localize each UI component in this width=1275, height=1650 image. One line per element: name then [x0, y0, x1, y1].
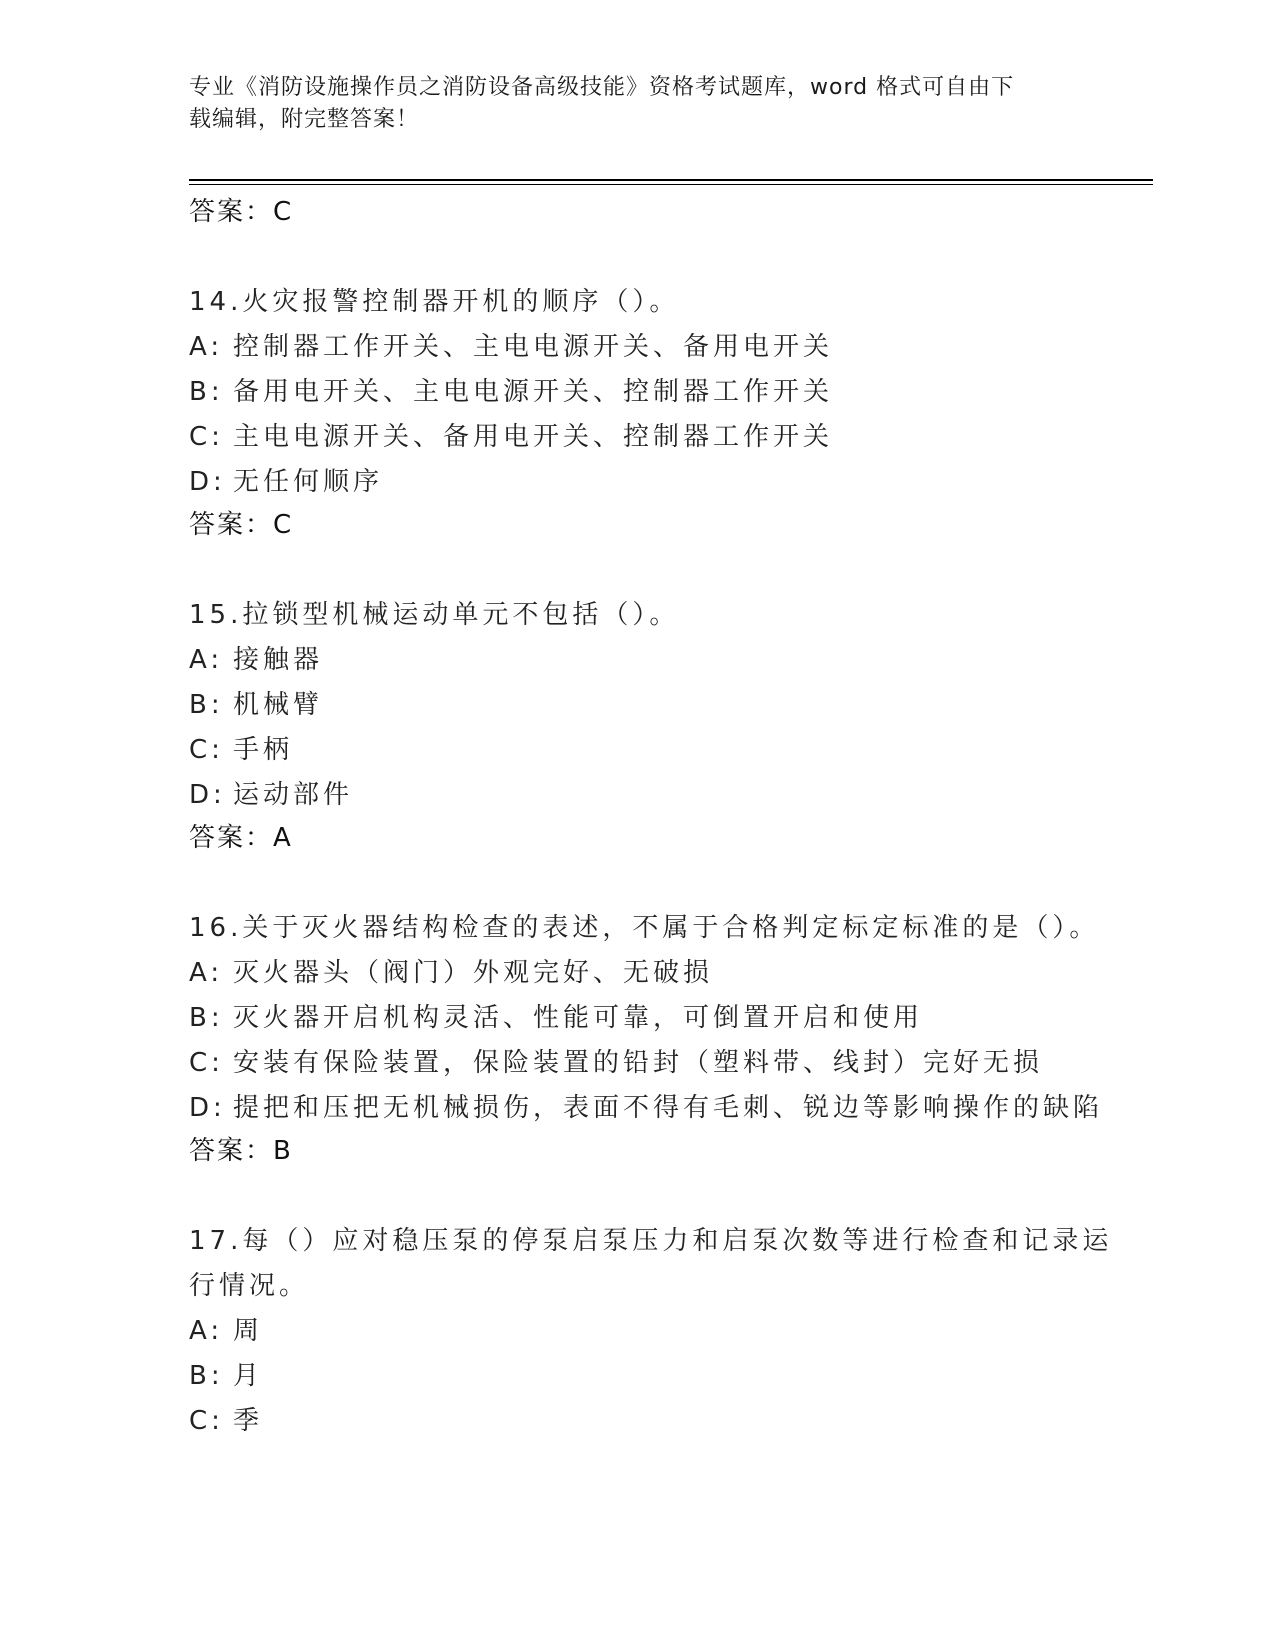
- option-text: 接触器: [233, 645, 324, 675]
- option-text: 运动部件: [233, 780, 354, 810]
- option-key: A:: [189, 332, 224, 362]
- question-stem-line-2: 行情况。: [189, 1271, 310, 1301]
- option-key: A:: [189, 645, 224, 675]
- option-key: D:: [189, 1093, 226, 1123]
- question-17: [189, 1219, 1189, 1444]
- option-key: D:: [189, 780, 226, 810]
- answer-line: 答案：C: [189, 197, 294, 227]
- option-key: A:: [189, 958, 224, 988]
- option-text: 安装有保险装置，保险装置的铅封（塑料带、线封）完好无损: [233, 1048, 1044, 1078]
- option-d: [189, 773, 1189, 818]
- question-stem-line-1: 17.每（）应对稳压泵的停泵启泵压力和启泵次数等进行检查和记录运: [189, 1226, 1113, 1256]
- answer-line: 答案：B: [189, 1136, 293, 1166]
- answer-line: 答案：C: [189, 510, 294, 540]
- option-key: C:: [189, 1406, 224, 1436]
- option-text: 机械臂: [233, 690, 324, 720]
- option-key: B:: [189, 1003, 224, 1033]
- option-b: [189, 370, 1189, 415]
- option-a: [189, 951, 1189, 996]
- option-text: 备用电开关、主电电源开关、控制器工作开关: [233, 377, 834, 407]
- option-key: A:: [189, 1316, 224, 1346]
- option-key: C:: [189, 1048, 224, 1078]
- header-line-1: 专业《消防设施操作员之消防设备高级技能》资格考试题库，word 格式可自由下: [189, 75, 1015, 100]
- question-stem: 15.拉锁型机械运动单元不包括（）。: [189, 600, 680, 630]
- option-text: 手柄: [233, 735, 294, 765]
- option-text: 周: [233, 1316, 264, 1346]
- option-c: [189, 1399, 1189, 1444]
- question-stem: 16.关于灭火器结构检查的表述，不属于合格判定标定标准的是（）。: [189, 913, 1100, 943]
- option-b: [189, 683, 1189, 728]
- option-key: C:: [189, 735, 224, 765]
- document-body: [189, 192, 1189, 1444]
- option-text: 控制器工作开关、主电电源开关、备用电开关: [233, 332, 834, 362]
- option-b: [189, 996, 1189, 1041]
- option-c: [189, 728, 1189, 773]
- option-d: [189, 1086, 1189, 1131]
- question-14: [189, 280, 1189, 545]
- option-key: D:: [189, 467, 226, 497]
- option-c: [189, 415, 1189, 460]
- option-key: B:: [189, 1361, 224, 1391]
- option-a: [189, 1309, 1189, 1354]
- option-key: B:: [189, 690, 224, 720]
- option-text: 月: [233, 1361, 264, 1391]
- header-rule-thin: [189, 184, 1153, 185]
- question-stem: 14.火灾报警控制器开机的顺序（）。: [189, 287, 680, 317]
- option-text: 主电电源开关、备用电开关、控制器工作开关: [233, 422, 834, 452]
- option-text: 提把和压把无机械损伤，表面不得有毛刺、锐边等影响操作的缺陷: [233, 1093, 1104, 1123]
- option-c: [189, 1041, 1189, 1086]
- question-15: [189, 593, 1189, 858]
- header-rule-thick: [189, 179, 1153, 181]
- option-key: C:: [189, 422, 224, 452]
- option-text: 季: [233, 1406, 264, 1436]
- option-text: 灭火器开启机构灵活、性能可靠，可倒置开启和使用: [233, 1003, 924, 1033]
- question-16: [189, 906, 1189, 1171]
- answer-line: 答案：A: [189, 823, 293, 853]
- header-line-2: 载编辑，附完整答案！: [189, 107, 420, 132]
- option-key: B:: [189, 377, 224, 407]
- option-b: [189, 1354, 1189, 1399]
- option-text: 无任何顺序: [233, 467, 384, 497]
- option-a: [189, 325, 1189, 370]
- option-text: 灭火器头（阀门）外观完好、无破损: [233, 958, 714, 988]
- option-d: [189, 460, 1189, 505]
- document-header: [189, 72, 1079, 136]
- option-a: [189, 638, 1189, 683]
